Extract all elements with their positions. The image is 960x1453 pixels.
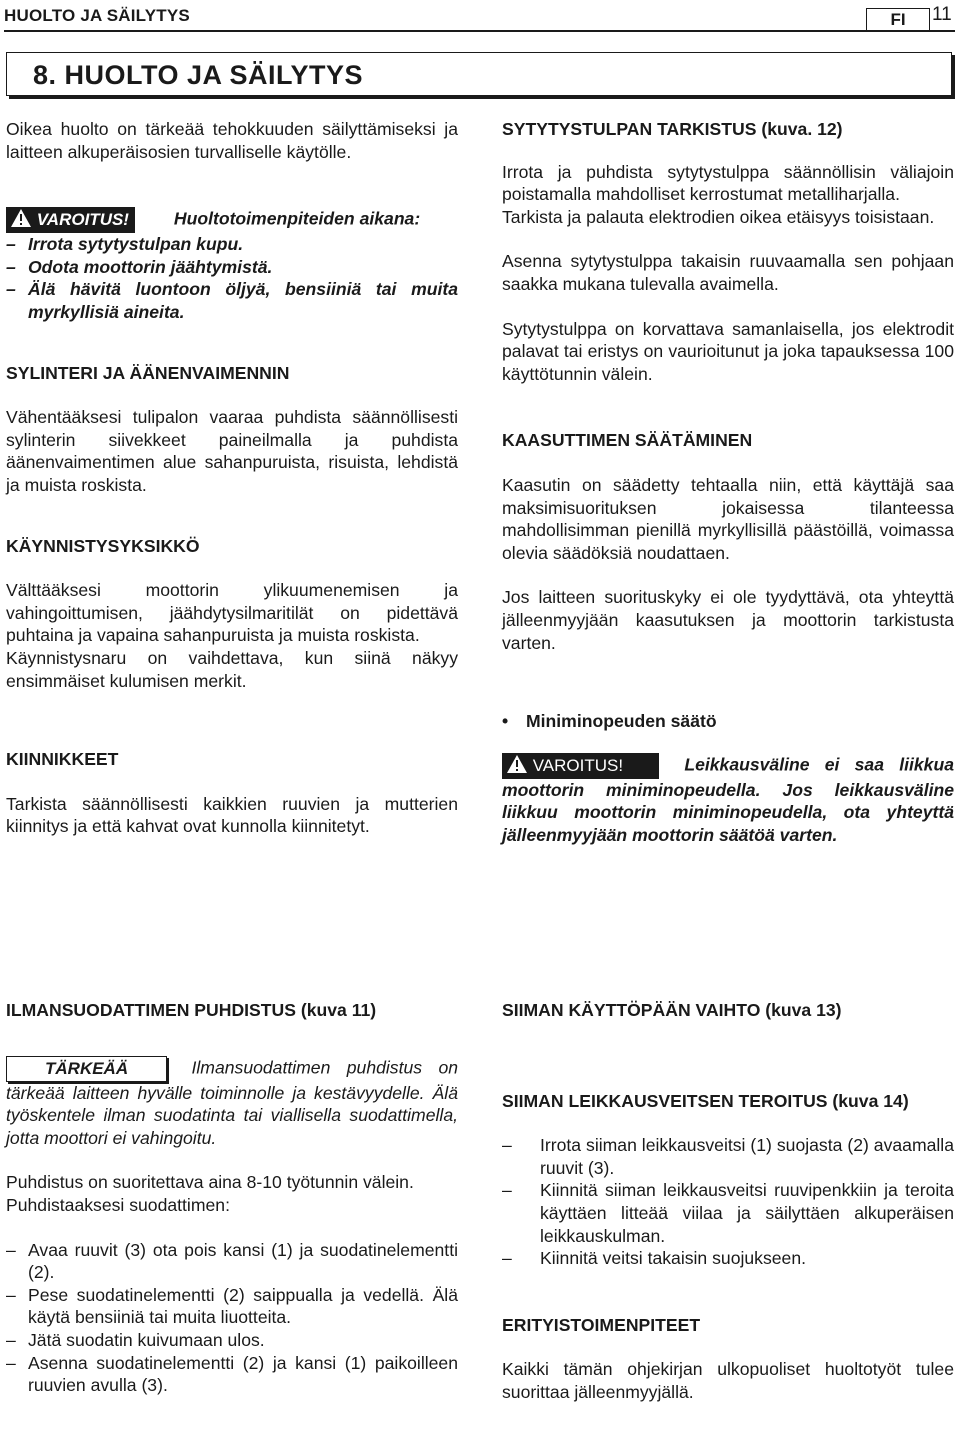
warning-badge: VAROITUS!: [6, 207, 135, 233]
paragraph-carb-2: Jos laitteen suorituskyky ei ole tyydyttävä, ota yhteyttä jälleenmyyjään kaasutuksen ja moottorin tarkistusta varten.: [502, 587, 954, 653]
paragraph-plug-1: Irrota ja puhdista sytytystulppa säännöllisin väliajoin poistamalla mahdolliset kerrostumat metalliharjalla.: [502, 161, 954, 205]
list-item: – Jätä suodatin kuivumaan ulos.: [6, 1329, 265, 1350]
list-item: – Älä hävitä luontoon öljyä, bensiiniä tai muita myrkyllisiä aineita.: [6, 279, 458, 322]
warning-text: Huoltotoimenpiteiden aikana:: [173, 208, 421, 229]
header-rule: [4, 30, 955, 32]
list-item: – Kiinnitä siiman leikkausveitsi ruuvipenkkiin ja teroita käyttäen litteää viilaa ja säilyttäen alkuperäisen leikkauskulman.: [502, 1180, 954, 1246]
paragraph-plug-3: Asenna sytytystulppa takaisin ruuvaamalla sen pohjaan saakka mukana tulevalla avaimella.: [502, 251, 954, 294]
warning-triangle-icon: [10, 208, 32, 228]
warning-block-right: [502, 753, 954, 847]
heading-fasteners: KIINNIKKEET: [6, 749, 119, 770]
right-column: [502, 118, 954, 846]
paragraph-starter-1: Välttääksesi moottorin ylikuumenemisen ja vahingoittumisen, jäähdytysilmaritilät on pidettävä puhtaina ja vapaina sahanpuruista ja muista roskista.: [6, 580, 458, 646]
list-item: – Kiinnitä veitsi takaisin suojukseen.: [502, 1248, 807, 1269]
warning-badge: VAROITUS!: [502, 753, 659, 779]
left-column: [6, 118, 458, 838]
paragraph-special: Kaikki tämän ohjekirjan ulkopuoliset huoltotyöt tulee suorittaa jälleenmyyjällä.: [502, 1359, 954, 1402]
heading-air-filter: ILMANSUODATTIMEN PUHDISTUS (kuva 11): [6, 1000, 377, 1020]
intro-paragraph: Oikea huolto on tärkeää tehokkuuden säilyttämiseksi ja laitteen alkuperäisosien turvalliselle käytölle.: [6, 119, 458, 162]
page-number: 11: [932, 4, 952, 25]
paragraph-starter-2: Käynnistysnaru on vaihdettava, kun siinä näkyy ensimmäiset kulumisen merkit.: [6, 647, 458, 691]
important-block: [6, 1056, 458, 1150]
sharpen-steps: [502, 1134, 954, 1270]
running-header: HUOLTO JA SÄILYTYS: [4, 6, 190, 25]
heading-carburetor: KAASUTTIMEN SÄÄTÄMINEN: [502, 430, 753, 451]
left-column-bottom: [6, 999, 458, 1397]
paragraph-air-1: Puhdistus on suoritettava aina 8-10 työtunnin välein.: [6, 1172, 414, 1193]
warning-text: Leikkausväline ei saa liikkua moottorin miniminopeudella. Jos leikkausväline liikkuu moottorin miniminopeudella, ota yhteyttä jälleenmyyjään moottorin säätöä varten.: [502, 754, 954, 845]
important-badge: TÄRKEÄÄ: [6, 1056, 167, 1082]
heading-spark-plug: SYTYTYSTULPAN TARKISTUS (kuva. 12): [502, 119, 843, 139]
air-steps: [6, 1239, 458, 1397]
heading-cylinder: SYLINTERI JA ÄÄNENVAIMENNIN: [6, 362, 290, 383]
heading-starter: KÄYNNISTYSYKSIKKÖ: [6, 535, 200, 556]
paragraph-cylinder: Vähentääksesi tulipalon vaaraa puhdista säännöllisesti sylinterin siivekkeet paineilmalla ja puhdista äänenvaimentimen alue sahanpuruista, risuista, lehdistä ja muista roskista.: [6, 407, 458, 495]
list-item: – Pese suodatinelementti (2) saippualla ja vedellä. Älä käytä bensiiniä tai muita liuotteita.: [6, 1284, 458, 1328]
language-tab: FI: [866, 8, 930, 31]
section-title: 8. HUOLTO JA SÄILYTYS: [6, 52, 952, 96]
list-item: – Asenna suodatinelementti (2) ja kansi (1) paikoilleen ruuvien avulla (3).: [6, 1352, 458, 1396]
paragraph-fasteners: Tarkista säännöllisesti kaikkien ruuvien ja mutterien kiinnitys ja että kahvat ovat kunnolla kiinnitetyt.: [6, 793, 458, 837]
list-item: – Irrota sytytystulpan kupu.: [6, 234, 244, 255]
important-text: Ilmansuodattimen puhdistus on tärkeää laitteen hyvälle toiminnolle ja kestävyydelle. Älä työskentele ilman suodatinta tai viallisella suodattimella, jotta moottori ei vahingoitu.: [6, 1057, 459, 1148]
warning-triangle-icon: [506, 754, 528, 774]
list-item: – Avaa ruuvit (3) ota pois kansi (1) ja suodatinelementti (2).: [6, 1239, 458, 1283]
bullet-idle-speed: • Miniminopeuden säätö: [502, 711, 717, 732]
list-item: – Odota moottorin jäähtymistä.: [6, 256, 273, 277]
heading-sharpening: SIIMAN LEIKKAUSVEITSEN TEROITUS (kuva 14): [502, 1090, 909, 1111]
heading-line-head: SIIMAN KÄYTTÖPÄÄN VAIHTO (kuva 13): [502, 1000, 842, 1020]
warning-block: [6, 207, 458, 323]
right-column-bottom: [502, 999, 954, 1404]
paragraph-plug-2: Tarkista ja palauta elektrodien oikea etäisyys toisistaan.: [502, 206, 935, 227]
paragraph-plug-4: Sytytystulppa on korvattava samanlaisella, jos elektrodit palavat tai eristys on vaurioitunut ja joka tapauksessa 100 käyttötunnin välein.: [502, 318, 954, 384]
list-item: – Irrota siiman leikkausveitsi (1) suojasta (2) avaamalla ruuvit (3).: [502, 1135, 954, 1178]
paragraph-air-2: Puhdistaaksesi suodattimen:: [6, 1194, 230, 1215]
paragraph-carb-1: Kaasutin on säädetty tehtaalla niin, että käyttäjä saa maksimisuorituksen jokaisessa tilanteessa mahdollisimman pienillä myrkyllisillä päästöillä, voimassa olevia säädöksiä noudattaen.: [502, 474, 954, 563]
heading-special: ERITYISTOIMENPITEET: [502, 1314, 701, 1335]
